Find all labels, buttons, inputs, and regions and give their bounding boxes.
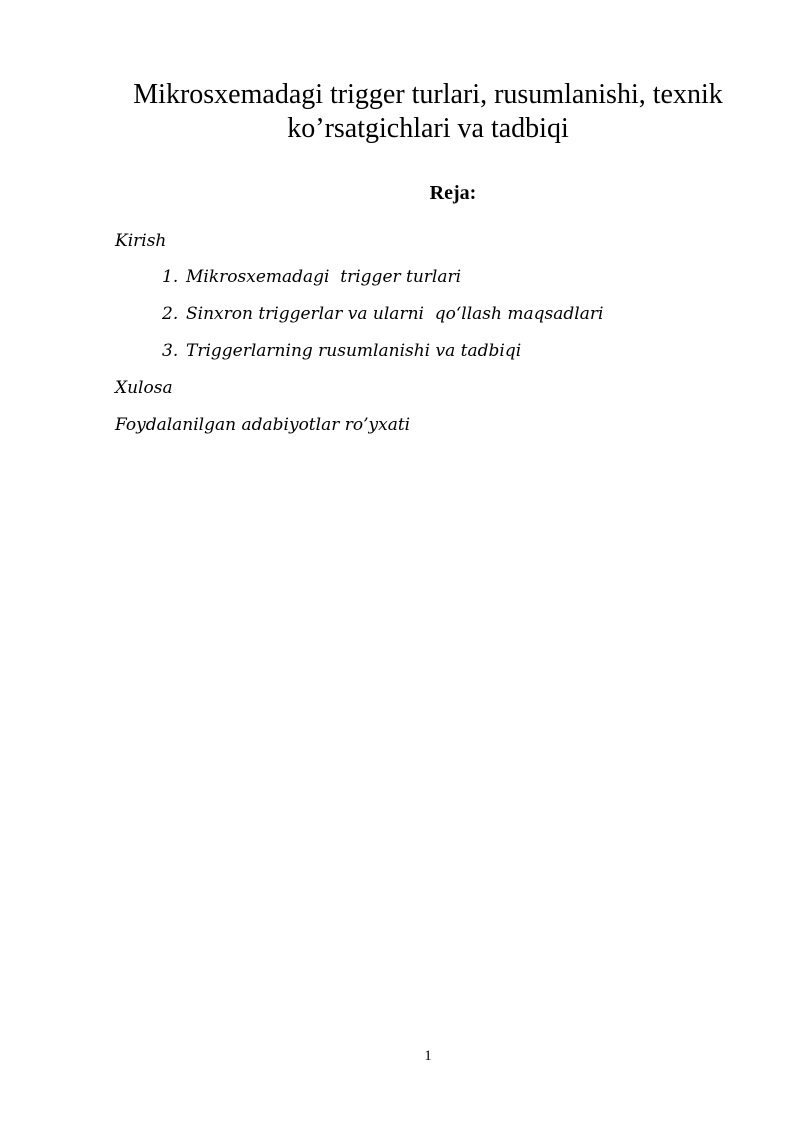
toc-item-text: Sinxron triggerlar va ularni qo‘llash maqsadlari — [186, 304, 604, 324]
page-number: 1 — [424, 1048, 432, 1064]
toc-item-3 — [162, 340, 521, 362]
toc-item-1 — [162, 266, 461, 288]
toc-conclusion: Xulosa — [115, 378, 173, 398]
toc-item-text: Mikrosxemadagi trigger turlari — [186, 267, 462, 287]
document-title — [90, 78, 766, 146]
toc-item-number: 1. — [162, 267, 179, 287]
document-title-line-1: Mikrosxemadagi trigger turlari, rusumlanishi, texnik — [133, 79, 723, 110]
document-title-line-2: ko’rsatgichlari va tadbiqi — [287, 113, 569, 144]
plan-heading: Reja: — [429, 182, 477, 204]
toc-item-number: 3. — [162, 341, 179, 361]
toc-item-2 — [162, 303, 603, 325]
toc-references: Foydalanilgan adabiyotlar ro’yxati — [115, 415, 411, 435]
toc-intro: Kirish — [115, 231, 167, 251]
toc-item-text: Triggerlarning rusumlanishi va tadbiqi — [186, 341, 522, 361]
toc-item-number: 2. — [162, 304, 179, 324]
